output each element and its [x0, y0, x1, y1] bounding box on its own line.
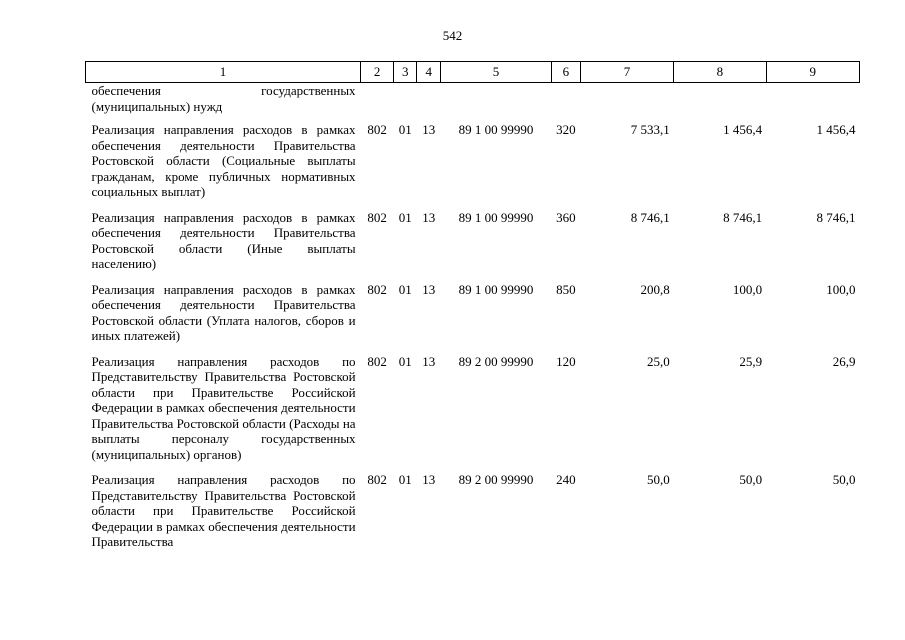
cell-expense-type: 360	[556, 209, 576, 225]
cell-subsection: 13	[422, 353, 436, 369]
cell-amount-col9	[766, 83, 859, 123]
cell-amount-col7: 25,0	[646, 353, 670, 369]
cell-ministry-code: 802	[367, 281, 387, 297]
cell-amount-col9: 1 456,4	[816, 122, 856, 137]
cell-section: 01	[398, 353, 412, 369]
cell-section: 01	[398, 209, 412, 225]
cell-ministry-code: 802	[367, 209, 387, 225]
row-description: Реализация направления расходов в рамках обеспечения деятельности Правительства Ростовской области (Иные выплаты населению)	[91, 209, 356, 271]
cell-amount-col7: 200,8	[640, 281, 670, 297]
cell-expense-type: 320	[556, 122, 576, 137]
table-row	[86, 282, 860, 354]
table-row	[86, 210, 860, 282]
cell-amount-col7	[580, 83, 673, 123]
cell-amount-col9: 50,0	[832, 472, 856, 487]
cell-expense-type: 850	[556, 281, 576, 297]
row-description: Реализация направления расходов по Представительству Правительства Ростовской области при Правительстве Российской Федерации в рамках обеспечения деятельности Правительства	[91, 472, 356, 549]
cell-amount-col7: 8 746,1	[630, 209, 670, 225]
cell-target-article: 89 1 00 99990	[458, 281, 534, 297]
cell-amount-col9: 8 746,1	[816, 209, 856, 225]
cell-target-article: 89 2 00 99990	[458, 472, 534, 487]
column-header: 7	[580, 62, 673, 83]
row-description: Реализация направления расходов по Представительству Правительства Ростовской области при Правительстве Российской Федерации в рамках обеспечения деятельности Правительства Ростовской области (Расходы на выплаты персоналу государственных (муниципальных) органов)	[91, 353, 356, 462]
cell-section: 01	[398, 472, 412, 487]
table-row	[86, 354, 860, 473]
budget-table	[85, 61, 860, 560]
cell-section: 01	[398, 122, 412, 137]
cell-amount-col8: 8 746,1	[723, 209, 763, 225]
column-header: 6	[551, 62, 580, 83]
cell-target-article: 89 1 00 99990	[458, 209, 534, 225]
cell-expense-type	[551, 83, 580, 123]
column-header: 3	[394, 62, 417, 83]
cell-ministry-code: 802	[367, 472, 387, 487]
cell-ministry-code: 802	[367, 122, 387, 137]
cell-ministry-code: 802	[367, 353, 387, 369]
cell-subsection: 13	[422, 209, 436, 225]
cell-amount-col9: 100,0	[826, 281, 856, 297]
cell-target-article: 89 2 00 99990	[458, 353, 534, 369]
cell-ministry-code	[361, 83, 394, 123]
cell-subsection: 13	[422, 122, 436, 137]
cell-amount-col7: 50,0	[646, 472, 670, 487]
cell-expense-type: 240	[556, 472, 576, 487]
cell-target-article	[441, 83, 551, 123]
table-row	[86, 472, 860, 560]
cell-amount-col9: 26,9	[832, 353, 856, 369]
cell-amount-col8: 100,0	[732, 281, 763, 297]
table-row	[86, 122, 860, 210]
row-description: обеспечения государственных (муниципальных) нужд	[91, 83, 356, 114]
row-description: Реализация направления расходов в рамках обеспечения деятельности Правительства Ростовской области (Социальные выплаты гражданам, кроме публичных нормативных социальных выплат)	[91, 122, 356, 199]
cell-amount-col7: 7 533,1	[630, 122, 670, 137]
column-header: 1	[86, 62, 361, 83]
cell-amount-col8	[674, 83, 766, 123]
cell-subsection: 13	[422, 281, 436, 297]
column-header: 4	[417, 62, 441, 83]
cell-section	[394, 83, 417, 123]
column-header: 5	[441, 62, 551, 83]
column-header: 8	[674, 62, 766, 83]
cell-amount-col8: 1 456,4	[723, 122, 763, 137]
cell-expense-type: 120	[556, 353, 576, 369]
column-header: 2	[361, 62, 394, 83]
cell-subsection	[417, 83, 441, 123]
column-header: 9	[766, 62, 859, 83]
cell-subsection: 13	[422, 472, 436, 487]
row-description: Реализация направления расходов в рамках обеспечения деятельности Правительства Ростовской области (Уплата налогов, сборов и иных платежей)	[91, 281, 356, 343]
table-row	[86, 83, 860, 123]
table-header-row	[86, 62, 860, 83]
cell-amount-col8: 50,0	[739, 472, 763, 487]
cell-target-article: 89 1 00 99990	[458, 122, 534, 137]
cell-section: 01	[398, 281, 412, 297]
page-number: 542	[442, 28, 463, 43]
cell-amount-col8: 25,9	[739, 353, 763, 369]
